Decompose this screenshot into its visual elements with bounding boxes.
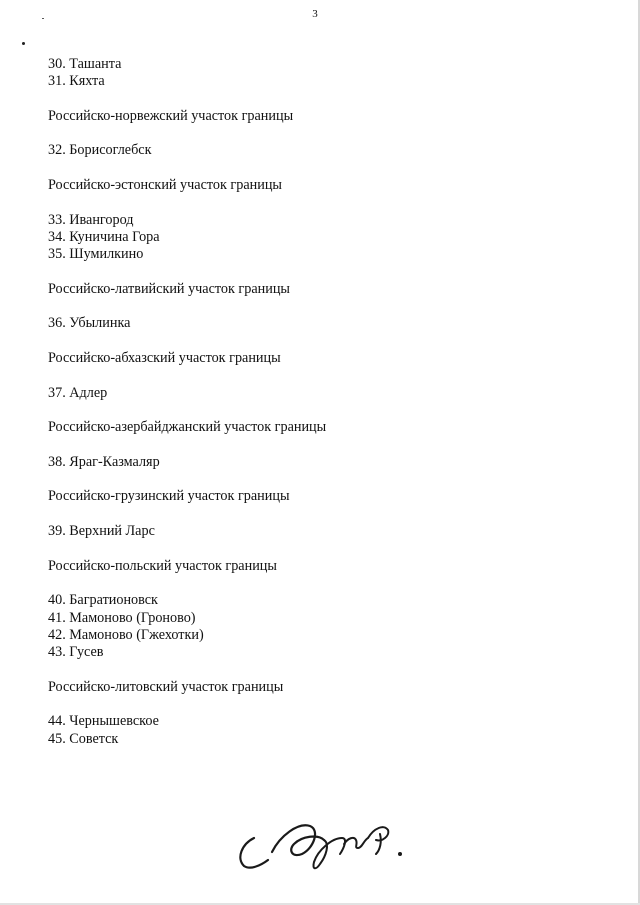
blank-line (48, 264, 608, 281)
blank-line (48, 506, 608, 523)
border-section-heading: Российско-польский участок границы (48, 557, 277, 574)
border-section-heading: Российско-азербайджанский участок границы (48, 419, 327, 436)
blank-line (48, 575, 608, 592)
checkpoint-list-item: 35. Шумилкино (48, 246, 144, 263)
border-section-heading: Российско-литовский участок границы (48, 678, 284, 695)
checkpoint-list-item: 30. Ташанта (48, 56, 122, 72)
checkpoint-list-item: 41. Мамоново (Гроново) (48, 609, 196, 626)
blank-line (48, 540, 608, 557)
checkpoint-list-item: 42. Мамоново (Гжехотки) (48, 626, 204, 643)
blank-line (48, 298, 608, 315)
blank-line (48, 194, 608, 211)
checkpoint-list-item: 44. Чернышевское (48, 713, 159, 730)
checkpoint-list-item: 45. Советск (48, 730, 119, 747)
checkpoint-list-item: 43. Гусев (48, 644, 104, 661)
page-number: 3 (312, 8, 318, 20)
blank-line (48, 160, 608, 177)
border-section-heading: Российско-грузинский участок границы (48, 488, 290, 505)
checkpoint-list-item: 32. Борисоглебск (48, 142, 152, 159)
blank-line (48, 367, 608, 384)
checkpoint-list-item: 37. Адлер (48, 384, 108, 401)
border-section-heading: Российско-латвийский участок границы (48, 280, 290, 297)
blank-line (48, 696, 608, 713)
checkpoint-list-item: 34. Куничина Гора (48, 228, 160, 245)
blank-line (48, 471, 608, 488)
border-section-heading: Российско-норвежский участок границы (48, 107, 294, 124)
blank-line (48, 333, 608, 350)
scan-speck (42, 18, 44, 19)
blank-line (48, 661, 608, 678)
scan-speck (22, 42, 25, 45)
checkpoint-list-item: 36. Убылинка (48, 315, 131, 332)
blank-line (48, 125, 608, 142)
blank-line (48, 402, 608, 419)
blank-line (48, 91, 608, 108)
checkpoint-list-item: 40. Багратионовск (48, 592, 158, 609)
blank-line (48, 437, 608, 454)
border-section-heading: Российско-эстонский участок границы (48, 177, 282, 194)
checkpoint-list-item: 33. Ивангород (48, 211, 134, 228)
checkpoint-list-item: 31. Кяхта (48, 73, 105, 90)
border-crossing-list (48, 56, 608, 748)
checkpoint-list-item: 38. Яраг-Казмаляр (48, 453, 160, 470)
handwritten-signature-icon (232, 808, 422, 878)
checkpoint-list-item: 39. Верхний Ларс (48, 523, 155, 540)
border-section-heading: Российско-абхазский участок границы (48, 350, 281, 367)
